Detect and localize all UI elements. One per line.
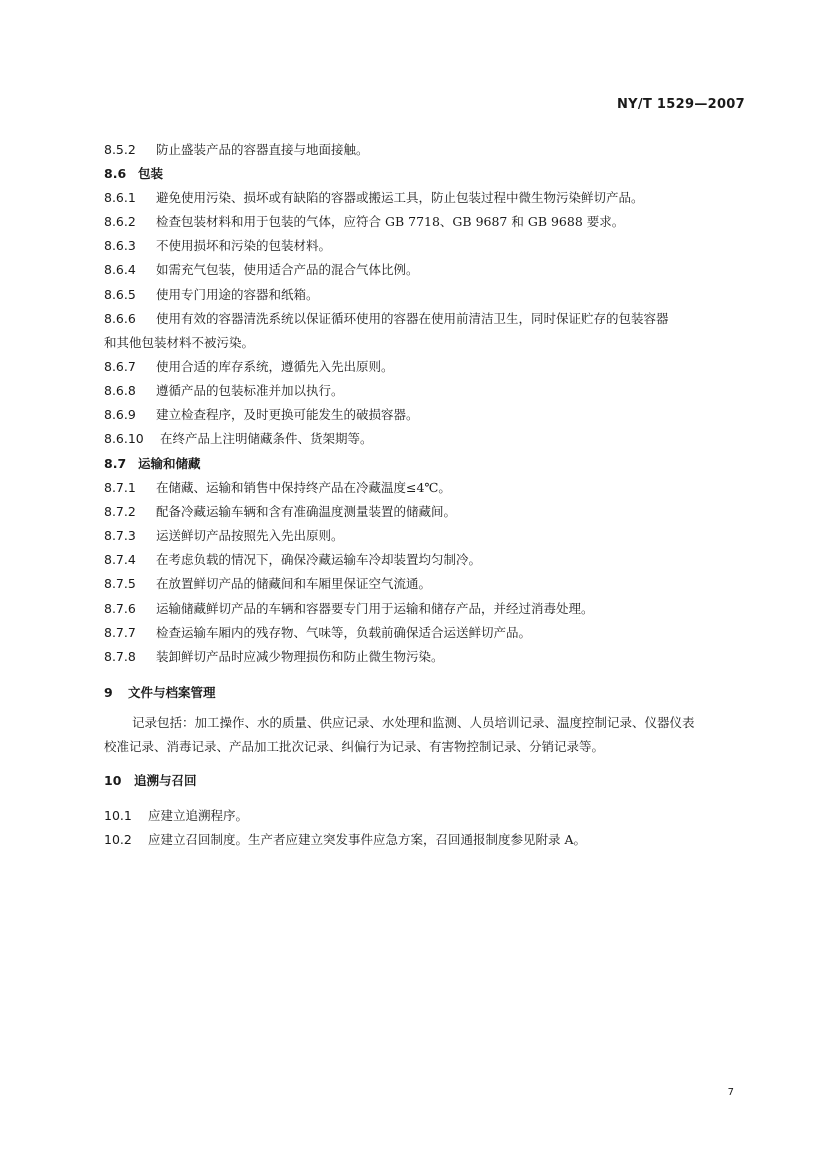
clause-number: 8.6.3 xyxy=(104,238,136,253)
clause-10-2 xyxy=(104,830,586,848)
clause-text: 在考虑负载的情况下，确保冷藏运输车冷却装置均匀制冷。 xyxy=(156,552,482,567)
clause-text: 在储藏、运输和销售中保持终产品在冷藏温度≤4℃。 xyxy=(156,480,451,495)
clause-text: 应建立召回制度。生产者应建立突发事件应急方案，召回通报制度参见附录 A。 xyxy=(148,832,587,847)
clause-8-7-7 xyxy=(104,623,531,641)
clause-text: 检查包装材料和用于包装的气体，应符合 GB 7718、GB 9687 和 GB 9688 要求。 xyxy=(156,214,625,229)
heading-text: 运输和储藏 xyxy=(138,456,201,471)
clause-8-7-2 xyxy=(104,502,456,520)
clause-8-7-3 xyxy=(104,526,344,544)
clause-text: 在终产品上注明储藏条件、货架期等。 xyxy=(160,431,373,446)
clause-8-6-9 xyxy=(104,405,419,423)
clause-number: 8.7.4 xyxy=(104,552,136,567)
clause-number: 8.7.5 xyxy=(104,576,136,591)
paragraph-line-2: 校准记录、消毒记录、产品加工批次记录、纠偏行为记录、有害物控制记录、分销记录等。 xyxy=(104,739,605,754)
heading-text: 追溯与召回 xyxy=(134,773,197,788)
clause-8-6-6-continuation xyxy=(104,333,254,351)
clause-number: 8.6.2 xyxy=(104,214,136,229)
clause-number: 8.6.5 xyxy=(104,287,136,302)
clause-number: 8.6.9 xyxy=(104,407,136,422)
clause-number: 8.6.1 xyxy=(104,190,136,205)
clause-number: 8.7.2 xyxy=(104,504,136,519)
clause-8-6-1 xyxy=(104,188,644,206)
clause-number: 8.7.7 xyxy=(104,625,136,640)
page-number: 7 xyxy=(727,1087,734,1098)
clause-number: 10.1 xyxy=(104,808,132,823)
clause-text: 装卸鲜切产品时应减少物理损伤和防止微生物污染。 xyxy=(156,649,444,664)
clause-8-6-3 xyxy=(104,236,331,254)
clause-8-6-6 xyxy=(104,309,669,327)
clause-text: 应建立追溯程序。 xyxy=(148,808,249,823)
clause-text: 避免使用污染、损坏或有缺陷的容器或搬运工具，防止包装过程中微生物污染鲜切产品。 xyxy=(156,190,644,205)
heading-section-9 xyxy=(104,683,216,701)
clause-8-6-2 xyxy=(104,212,624,230)
clause-text: 不使用损坏和污染的包装材料。 xyxy=(156,238,332,253)
clause-text: 使用有效的容器清洗系统以保证循环使用的容器在使用前清洁卫生，同时保证贮存的包装容器 xyxy=(156,311,669,326)
clause-number: 8.5.2 xyxy=(104,142,136,157)
clause-text: 配备冷藏运输车辆和含有准确温度测量装置的储藏间。 xyxy=(156,504,457,519)
clause-text: 检查运输车厢内的残存物、气味等，负载前确保适合运送鲜切产品。 xyxy=(156,625,532,640)
heading-text: 包装 xyxy=(138,166,164,181)
clause-number: 8.6.4 xyxy=(104,262,136,277)
paragraph-line-1: 记录包括：加工操作、水的质量、供应记录、水处理和监测、人员培训记录、温度控制记录、仪器仪表 xyxy=(132,715,695,730)
heading-number: 10 xyxy=(104,773,122,788)
clause-8-6-10 xyxy=(104,429,373,447)
clause-text: 建立检查程序，及时更换可能发生的破损容器。 xyxy=(156,407,419,422)
section-9-paragraph xyxy=(104,711,744,759)
clause-number: 8.7.6 xyxy=(104,601,136,616)
clause-8-7-5 xyxy=(104,574,431,592)
clause-8-7-1 xyxy=(104,478,451,496)
heading-section-10 xyxy=(104,771,197,789)
clause-text: 如需充气包装，使用适合产品的混合气体比例。 xyxy=(156,262,419,277)
heading-number: 8.7 xyxy=(104,456,127,471)
standard-number: NY/T 1529—2007 xyxy=(617,97,745,112)
clause-number: 8.7.1 xyxy=(104,480,136,495)
clause-8-6-5 xyxy=(104,285,319,303)
clause-number: 8.6.6 xyxy=(104,311,136,326)
clause-number: 8.6.7 xyxy=(104,359,136,374)
clause-8-6-7 xyxy=(104,357,394,375)
clause-8-7-4 xyxy=(104,550,481,568)
clause-number: 8.7.3 xyxy=(104,528,136,543)
clause-number: 8.7.8 xyxy=(104,649,136,664)
clause-text: 防止盛装产品的容器直接与地面接触。 xyxy=(156,142,369,157)
clause-10-1 xyxy=(104,806,248,824)
clause-text-continuation: 和其他包装材料不被污染。 xyxy=(104,335,255,350)
clause-8-7-6 xyxy=(104,599,594,617)
clause-text: 遵循产品的包装标准并加以执行。 xyxy=(156,383,344,398)
clause-8-6-4 xyxy=(104,260,419,278)
heading-number: 8.6 xyxy=(104,166,127,181)
heading-text: 文件与档案管理 xyxy=(128,685,216,700)
clause-text: 在放置鲜切产品的储藏间和车厢里保证空气流通。 xyxy=(156,576,432,591)
heading-number: 9 xyxy=(104,685,113,700)
clause-8-6-8 xyxy=(104,381,344,399)
clause-8-7-8 xyxy=(104,647,444,665)
clause-text: 使用专门用途的容器和纸箱。 xyxy=(156,287,319,302)
clause-text: 运输储藏鲜切产品的车辆和容器要专门用于运输和储存产品，并经过消毒处理。 xyxy=(156,601,594,616)
clause-8-5-2 xyxy=(104,140,369,158)
clause-number: 8.6.10 xyxy=(104,431,144,446)
clause-text: 运送鲜切产品按照先入先出原则。 xyxy=(156,528,344,543)
clause-number: 10.2 xyxy=(104,832,132,847)
heading-8-7 xyxy=(104,454,201,472)
clause-number: 8.6.8 xyxy=(104,383,136,398)
clause-text: 使用合适的库存系统，遵循先入先出原则。 xyxy=(156,359,394,374)
heading-8-6 xyxy=(104,164,163,182)
